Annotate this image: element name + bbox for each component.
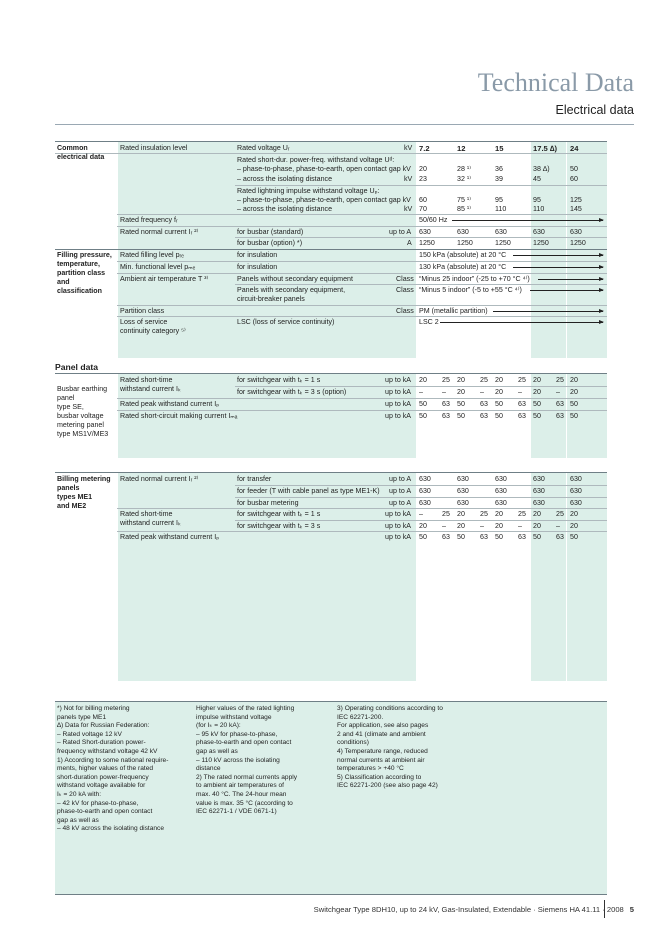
span-arrow [513, 267, 603, 268]
footer-text: Switchgear Type 8DH10, up to 24 kV, Gas-Insulated, Extendable · Siemens HA 41.11 · 2008 [313, 905, 624, 914]
cell: 630 [533, 475, 545, 483]
span-arrow [530, 290, 603, 291]
row-rule [55, 249, 607, 250]
cell: 20 [570, 522, 578, 530]
group-billing-metering: Billing metering panels types ME1 and ME2 [57, 475, 111, 510]
min-functional-level: Min. functional level pₘₑ [120, 263, 196, 271]
pf-iso: – across the isolating distance [237, 175, 333, 183]
cell: 50 [533, 412, 541, 420]
cell: 630 [570, 475, 582, 483]
row-rule [117, 214, 607, 215]
cell: 23 [419, 175, 427, 183]
unit: up to kA [385, 412, 412, 420]
cell: 39 [495, 175, 503, 183]
loss-desc: LSC (loss of service continuity) [237, 318, 335, 326]
page-number: 5 [629, 905, 634, 914]
cell: – [480, 522, 484, 530]
cell: – [480, 388, 484, 396]
cell: 28 ¹⁾ [457, 165, 471, 173]
cell: 63 [556, 412, 564, 420]
cell: 20 [495, 388, 503, 396]
ambient-no-secondary-value: “Minus 25 indoor” (-25 to +70 °C ⁴⁾) [419, 275, 530, 283]
cell: 25 [442, 376, 450, 384]
voltage-header: 15 [495, 144, 504, 153]
cell: 50 [570, 400, 578, 408]
short-time-current: Rated short-time withstand current Iₖ [120, 510, 181, 527]
cell: 50 [457, 412, 465, 420]
row1-for: for switchgear with tₖ = 1 s [237, 376, 321, 384]
cell: – [518, 522, 522, 530]
cell: 20 [533, 522, 541, 530]
ambient-secondary: Panels with secondary equipment, circuit-breaker panels [237, 286, 346, 303]
cell: 20 [570, 388, 578, 396]
section-panel-data: Panel data [55, 362, 98, 372]
ambient-temperature: Ambient air temperature T ³⁾ [120, 275, 209, 283]
header-rule [55, 124, 634, 125]
making-current: Rated short-circuit making current Iₘₐ [120, 412, 238, 420]
voltage-header: 17.5 ∆) [533, 144, 558, 153]
page-title: Technical Data [477, 68, 634, 97]
row-rule [117, 508, 607, 509]
cell: 630 [533, 487, 545, 495]
footnotes-bottom-rule [55, 894, 607, 895]
span-arrow [493, 311, 603, 312]
class-label: Class [396, 307, 414, 315]
cell: 20 [570, 510, 578, 518]
row2-for: for switchgear with tₖ = 3 s [237, 522, 321, 530]
footnotes-col3: 3) Operating conditions according to IEC 62271-200. For application, see also pages 2 and 41 (climate and ambient conditions) 4) Temperature range, reduced normal currents at ambient air temperatures > +40 °C 5) Classification according to IEC 62271-200 (see also page 42) [337, 705, 443, 790]
group-busbar-earthing [57, 376, 108, 439]
cell: 75 ¹⁾ [457, 196, 471, 204]
cell: 110 [533, 205, 545, 213]
cell: – [442, 522, 446, 530]
cell: 50 [533, 400, 541, 408]
row-rule [117, 316, 607, 317]
cell: 630 [570, 499, 582, 507]
pf-heading: Rated short-dur. power-freq. withstand voltage Uᵈ: [237, 156, 395, 164]
cell: 50 [419, 533, 427, 541]
cell: 50 [495, 533, 503, 541]
cell: 20 [457, 510, 465, 518]
min-level-for: for insulation [237, 263, 278, 271]
row-rule [117, 531, 607, 532]
cell: 63 [480, 533, 488, 541]
cell: 95 [495, 196, 503, 204]
li-phase: – phase-to-phase, phase-to-earth, open contact gap kV [237, 196, 411, 204]
cell: 20 [533, 388, 541, 396]
cell: 32 ¹⁾ [457, 175, 471, 183]
cell: 60 [419, 196, 427, 204]
cell: 630 [495, 499, 507, 507]
footnotes-col1: *) Not for billing metering panels type ME1 ∆) Data for Russian Federation: – Rated voltage 12 kV – Rated Short-duration power- frequency withstand voltage 42 kV 1) According to some national require- ments, higher values of the rated short-duration power-frequency withstand voltage available for Iₖ = 20 kA with: – 42 kV for phase-to-phase, phase-to-earth and open contact gap as well as – 48 kV across the isolating distance [57, 705, 169, 833]
row-rule [117, 305, 607, 306]
li-iso: – across the isolating distance [237, 205, 333, 213]
row-rule [117, 261, 607, 262]
cell: 630 [533, 228, 545, 236]
cell: 25 [480, 510, 488, 518]
busbar-metering: for busbar metering [237, 499, 299, 507]
cell: – [419, 388, 423, 396]
voltage-header: 12 [457, 144, 466, 153]
unit: up to A [389, 487, 412, 495]
page-subtitle: Electrical data [555, 103, 634, 117]
cell: 50 [570, 412, 578, 420]
peak-current: Rated peak withstand current Iₚ [120, 400, 220, 408]
row2-for: for switchgear with tₖ = 3 s (option) [237, 388, 347, 396]
class-label: Class [396, 286, 414, 294]
cell: 1250 [419, 239, 435, 247]
cell: 50 [457, 533, 465, 541]
min-level-value: 130 kPa (absolute) at 20 °C [419, 263, 507, 271]
rated-voltage: Rated voltage Uᵣ [237, 144, 290, 152]
cell: 50 [419, 400, 427, 408]
cell: 20 [533, 376, 541, 384]
footnotes-col2: Higher values of the rated lighting impulse withstand voltage (for Iₖ = 20 kA): – 95 kV for phase-to-phase, phase-to-earth and open contact gap as well as – 110 kV across the isolating distance 2) The rated normal currents apply to ambient air temperatures of max. 40 °C. The 24-hour mean value is max. 35 °C (according to IEC 62271-1 / VDE 0671-1) [196, 705, 298, 816]
partition-class: Partition class [120, 307, 165, 315]
cell: 38 ∆) [533, 165, 550, 173]
cell: 20 [495, 510, 503, 518]
voltage-header: 24 [570, 144, 579, 153]
class-label: Class [396, 275, 414, 283]
cell: 25 [480, 376, 488, 384]
cell: 25 [556, 376, 564, 384]
cell: 63 [556, 533, 564, 541]
cell: – [556, 522, 560, 530]
rated-insulation-level: Rated insulation level [120, 144, 188, 152]
cell: 50 [419, 412, 427, 420]
cell: 63 [518, 412, 526, 420]
cell: 20 [495, 522, 503, 530]
cell: 50 [533, 533, 541, 541]
cell: 630 [457, 487, 469, 495]
cell: 1250 [533, 239, 549, 247]
unit: up to kA [385, 522, 412, 530]
rated-normal-current: Rated normal current Iᵣ ²⁾ [120, 228, 199, 236]
unit: up to kA [385, 533, 412, 541]
unit: up to kA [385, 376, 412, 384]
cell: – [518, 388, 522, 396]
divider [566, 473, 567, 681]
ambient-no-secondary: Panels without secondary equipment [237, 275, 353, 283]
divider [117, 374, 118, 458]
table1-shade-right [531, 142, 607, 358]
span-arrow [513, 255, 603, 256]
loss-of-service: Loss of service continuity category ⁵⁾ [120, 318, 186, 335]
row-rule [117, 398, 607, 399]
cell: 630 [495, 475, 507, 483]
row-rule [235, 485, 607, 486]
cell: 20 [419, 522, 427, 530]
cell: 630 [570, 228, 582, 236]
cell: 63 [480, 400, 488, 408]
unit: up to kA [385, 400, 412, 408]
row-rule [235, 520, 607, 521]
row-rule [55, 153, 607, 154]
row-rule [235, 284, 607, 285]
row-rule [235, 497, 607, 498]
cell: 63 [518, 533, 526, 541]
peak-current: Rated peak withstand current Iₚ [120, 533, 220, 541]
span-arrow [538, 279, 603, 280]
divider [566, 142, 567, 358]
table1-top-rule [55, 141, 607, 142]
cell: 630 [457, 228, 469, 236]
cell: 1250 [457, 239, 473, 247]
row-rule [117, 226, 607, 227]
cell: 70 [419, 205, 427, 213]
unit: kV [404, 205, 413, 213]
cell: 50 [570, 165, 578, 173]
cell: 20 [495, 376, 503, 384]
cell: 50 [495, 412, 503, 420]
cell: 45 [533, 175, 541, 183]
normal-current: Rated normal current Iᵣ ²⁾ [120, 475, 199, 483]
group-text: Busbar earthing panel type SE, busbar voltage metering panel type MS1V/ME3 [57, 385, 109, 438]
row-rule [117, 410, 607, 411]
cell: 20 [419, 165, 427, 173]
cell: 630 [419, 475, 431, 483]
cell: 630 [533, 499, 545, 507]
cell: 63 [518, 400, 526, 408]
filling-level-for: for insulation [237, 251, 278, 259]
unit: up to A [389, 499, 412, 507]
row-rule [117, 273, 607, 274]
row1-for: for switchgear with tₖ = 1 s [237, 510, 321, 518]
cell: 63 [442, 533, 450, 541]
divider [117, 473, 118, 681]
unit: up to A [389, 475, 412, 483]
unit: up to A [389, 228, 412, 236]
cell: 145 [570, 205, 582, 213]
span-arrow [452, 220, 603, 221]
short-time-current: Rated short-time withstand current Iₖ [120, 376, 181, 393]
row-rule [235, 237, 607, 238]
cell: 630 [495, 228, 507, 236]
unit: up to kA [385, 388, 412, 396]
row-rule [235, 386, 607, 387]
cell: 630 [419, 499, 431, 507]
cell: 95 [533, 196, 541, 204]
cell: 50 [457, 400, 465, 408]
cell: 63 [556, 400, 564, 408]
row-rule [235, 185, 607, 186]
cell: 1250 [570, 239, 586, 247]
unit: kV [404, 144, 413, 152]
cell: 630 [419, 487, 431, 495]
cell: 630 [457, 499, 469, 507]
rated-frequency: Rated frequency fᵣ [120, 216, 178, 224]
cell: 630 [570, 487, 582, 495]
footer [314, 905, 634, 914]
cell: 85 ¹⁾ [457, 205, 471, 213]
rated-frequency-value: 50/60 Hz [419, 216, 448, 224]
cell: – [556, 388, 560, 396]
pf-phase: – phase-to-phase, phase-to-earth, open contact gap kV [237, 165, 411, 173]
cell: 20 [419, 376, 427, 384]
cell: 50 [570, 533, 578, 541]
busbar-option: for busbar (option) *) [237, 239, 303, 247]
cell: 20 [457, 388, 465, 396]
divider [117, 142, 118, 358]
unit: A [407, 239, 412, 247]
filling-level-value: 150 kPa (absolute) at 20 °C [419, 251, 507, 259]
cell: 63 [442, 412, 450, 420]
cell: 25 [442, 510, 450, 518]
loss-value: LSC 2 [419, 318, 439, 326]
cell: 20 [533, 510, 541, 518]
busbar-standard: for busbar (standard) [237, 228, 304, 236]
cell: 1250 [495, 239, 511, 247]
cell: 25 [556, 510, 564, 518]
filling-level: Rated filling level pᵣₑ [120, 251, 184, 259]
group-common: Common electrical data [57, 144, 105, 161]
cell: – [419, 510, 423, 518]
group-filling: Filling pressure, temperature, partition class and classification [57, 251, 112, 295]
cell: 630 [495, 487, 507, 495]
cell: 20 [570, 376, 578, 384]
cell: 63 [442, 400, 450, 408]
cell: 630 [419, 228, 431, 236]
li-heading: Rated lightning impulse withstand voltage Uₚ: [237, 187, 380, 195]
partition-value: PM (metallic partition) [419, 307, 488, 315]
cell: 20 [457, 522, 465, 530]
ambient-secondary-value: “Minus 5 indoor” (-5 to +55 °C ⁴⁾) [419, 286, 522, 294]
cell: 630 [457, 475, 469, 483]
cell: 125 [570, 196, 582, 204]
voltage-header: 7.2 [419, 144, 430, 153]
cell: 20 [457, 376, 465, 384]
feeder: for feeder (T with cable panel as type ME1-K) [237, 487, 380, 495]
cell: 36 [495, 165, 503, 173]
cell: 25 [518, 376, 526, 384]
cell: 25 [518, 510, 526, 518]
unit: up to kA [385, 510, 412, 518]
cell: 60 [570, 175, 578, 183]
span-arrow [440, 322, 603, 323]
cell: 50 [495, 400, 503, 408]
unit: kV [404, 175, 413, 183]
cell: 110 [495, 205, 507, 213]
cell: 63 [480, 412, 488, 420]
cell: – [442, 388, 446, 396]
transfer: for transfer [237, 475, 272, 483]
